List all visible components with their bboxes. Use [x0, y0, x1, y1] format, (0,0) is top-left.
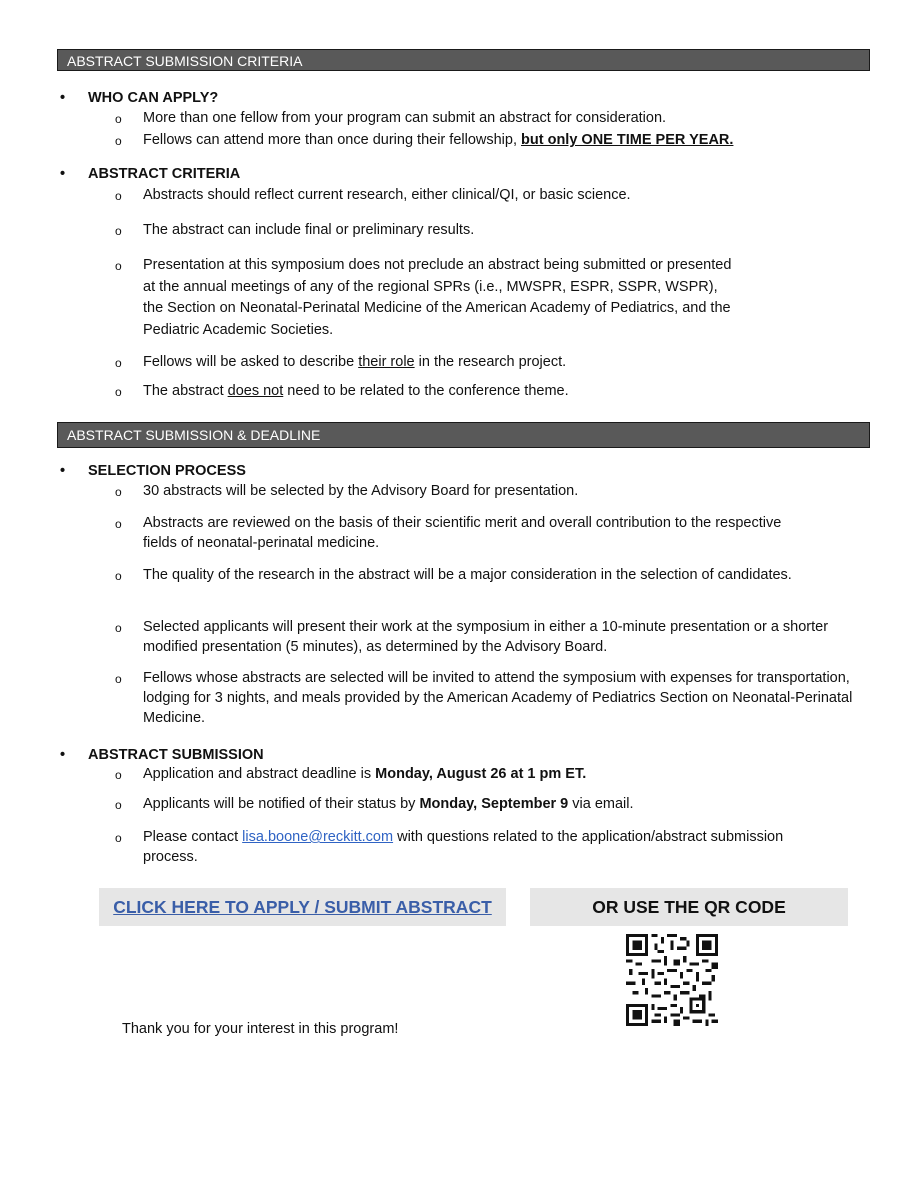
sub-bullet-icon: o	[115, 134, 122, 148]
abstract-submission-heading	[60, 746, 264, 764]
bullet-icon: •	[60, 463, 66, 479]
sub-bullet-icon: o	[115, 485, 122, 499]
abstract-submission-title: ABSTRACT SUBMISSION	[88, 747, 264, 763]
selection-process-title: SELECTION PROCESS	[88, 463, 246, 479]
list-item: o More than one fellow from your program can submit an abstract for consideration.	[115, 108, 860, 128]
deadline-section-header: ABSTRACT SUBMISSION & DEADLINE	[57, 422, 870, 448]
sub-bullet-icon: o	[115, 385, 122, 399]
thank-you-note: Thank you for your interest in this program!	[122, 1021, 399, 1037]
abstract-criteria-heading	[60, 165, 240, 183]
sub-bullet-icon: o	[115, 224, 122, 238]
sub-bullet-icon: o	[115, 112, 122, 126]
bullet-icon: •	[60, 90, 66, 106]
sub-bullet-icon: o	[115, 569, 122, 583]
sub-bullet-icon: o	[115, 798, 122, 812]
list-item: o Abstracts should reflect current research, either clinical/QI, or basic science.	[115, 185, 860, 205]
sub-bullet-icon: o	[115, 768, 122, 782]
once-per-year-emphasis: but only ONE TIME PER YEAR.	[521, 132, 734, 148]
list-item: o 30 abstracts will be selected by the Advisory Board for presentation.	[115, 481, 860, 501]
list-item: o Abstracts are reviewed on the basis of their scientific merit and overall contribution to the respective fields of neonatal-perinatal medicine.	[115, 515, 782, 551]
sub-bullet-icon: o	[115, 517, 122, 531]
notification-date: Monday, September 9	[419, 796, 569, 812]
who-can-apply-title: WHO CAN APPLY?	[88, 90, 219, 106]
list-item: o The abstract can include final or preliminary results.	[115, 220, 860, 240]
sub-bullet-icon: o	[115, 189, 122, 203]
selection-process-heading	[60, 462, 246, 480]
list-item: o Fellows whose abstracts are selected will be invited to attend the symposium with expenses for transportation, lodging for 3 nights, and meals provided by the American Academy of Pediatrics Section on Neonatal-Perinatal Medicine.	[115, 670, 853, 726]
sub-bullet-icon: o	[115, 356, 122, 370]
apply-submit-abstract-link[interactable]: CLICK HERE TO APPLY / SUBMIT ABSTRACT	[113, 897, 492, 917]
bullet-icon: •	[60, 747, 66, 763]
qr-label-box: OR USE THE QR CODE	[530, 888, 848, 926]
list-item: o Presentation at this symposium does not preclude an abstract being submitted or presented at the annual meetings of any of the regional SPRs (i.e., MWSPR, ESPR, SSPR, WSPR), the Section on Neonatal-Perinatal Medicine of the American Academy of Pediatrics, and the Pediatric Academic Societies.	[115, 257, 732, 338]
who-can-apply-heading	[60, 89, 218, 107]
list-item: o Fellows can attend more than once during their fellowship, but only ONE TIME PER YEAR.	[115, 130, 860, 150]
list-item: o Fellows will be asked to describe their role in the research project.	[115, 352, 860, 372]
sub-bullet-icon: o	[115, 621, 122, 635]
contact-email-link[interactable]: lisa.boone@reckitt.com	[242, 829, 394, 845]
list-item: o Applicants will be notified of their status by Monday, September 9 via email.	[115, 794, 860, 814]
deadline-date: Monday, August 26 at 1 pm ET.	[375, 766, 587, 782]
bullet-icon: •	[60, 166, 66, 182]
list-item: o The quality of the research in the abstract will be a major consideration in the selection of candidates.	[115, 565, 815, 585]
criteria-section-header: ABSTRACT SUBMISSION CRITERIA	[57, 49, 870, 71]
sub-bullet-icon: o	[115, 259, 122, 273]
list-item: o Application and abstract deadline is Monday, August 26 at 1 pm ET.	[115, 764, 860, 784]
sub-bullet-icon: o	[115, 831, 122, 845]
sub-bullet-icon: o	[115, 672, 122, 686]
apply-box	[99, 888, 506, 926]
list-item: o Please contact lisa.boone@reckitt.com with questions related to the application/abstract submission process.	[115, 829, 784, 865]
list-item: o Selected applicants will present their work at the symposium in either a 10-minute presentation or a shorter modified presentation (5 minutes), as determined by the Advisory Board.	[115, 619, 829, 655]
qr-code-icon[interactable]	[626, 934, 718, 1026]
abstract-criteria-title: ABSTRACT CRITERIA	[88, 166, 241, 182]
list-item: o The abstract does not need to be related to the conference theme.	[115, 381, 860, 401]
